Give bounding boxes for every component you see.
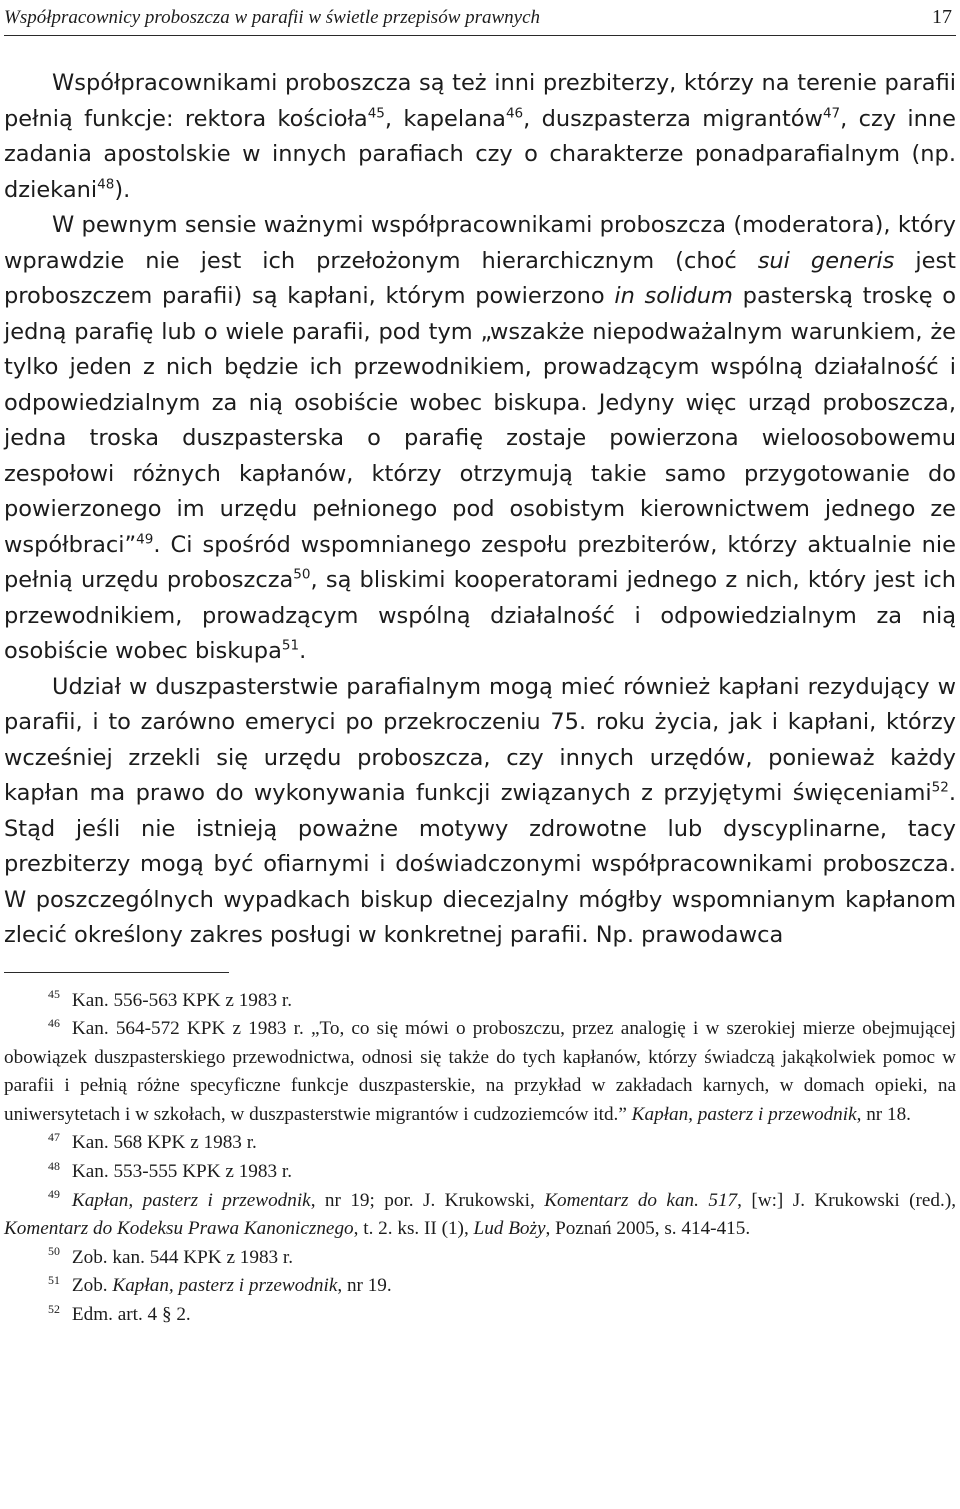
footnote-number: 45 (48, 987, 60, 1002)
footnote-text: Kan. 564-572 KPK z 1983 r. „To, co się mówi o proboszczu, przez analogię i w szerokiej mierze obejmującej obowiązek duszpasterskiego przewodnictwa, odnosi się także do tych kapłanów, którzy świadczą jakąkolwiek pomoc w parafii i pełnią różne specyficzne funkcje duszpasterskie, na przykład w zakładach karnych, w domach opieki, na uniwersytetach i w szkołach, w duszpasterstwie migrantów i cudzoziemców itd.” (4, 1018, 956, 1125)
page-number: 17 (932, 6, 952, 28)
footnote-47 (4, 1129, 956, 1158)
footnote-ref-47[interactable]: 47 (822, 105, 841, 121)
text-span: pasterską troskę o jedną parafię lub o wiele parafii, pod tym „wszakże niepodważalnym warunkiem, że tylko jeden z nich będzie ich przewodnikiem, prowadzącym wspólną działalność i odpowiedzialnym za nią osobiście wobec biskupa. Jedyny więc urząd proboszcza, jedna troska duszpasterska o parafię zostaje powierzona wieloosobowemu zespołowi różnych kapłanów, którzy otrzymują takie samo przygotowanie do powierzonego im urzędu pełnionego pod osobistym kierownictwem jednego ze współbraci” (4, 283, 956, 558)
text-span: W pewnym sensie ważnymi współpracownikami proboszcza (moderatora), który wprawdzie nie jest ich przełożonym hierarchicznym (choć (4, 212, 956, 274)
text-span: jest proboszczem parafii) są kapłani, którym powierzono (4, 247, 956, 309)
footnote-text: , nr 19. (337, 1275, 392, 1297)
paragraph-2 (4, 208, 956, 670)
text-span: , duszpasterza migrantów (523, 105, 823, 132)
footnote-text: , Poznań 2005, s. 414-415. (545, 1218, 751, 1240)
citation-title: Komentarz do Kodeksu Prawa Kanonicznego (4, 1218, 354, 1240)
text-span: , są bliskimi kooperatorami jednego z nich, który jest ich przewodnikiem, prowadzącym wspólną działalność i odpowiedzialnym za nią osobiście wobec biskupa (4, 567, 956, 664)
footnotes (4, 987, 956, 1330)
footnote-number: 49 (48, 1187, 60, 1202)
footnote-ref-51[interactable]: 51 (281, 637, 300, 654)
footnote-ref-49[interactable]: 49 (136, 531, 154, 547)
footnote-text: , [w:] J. Krukowski (red.), (737, 1189, 956, 1211)
footnote-50 (4, 1244, 956, 1273)
footnote-49 (4, 1187, 956, 1244)
footnote-ref-50[interactable]: 50 (293, 566, 311, 583)
footnote-number: 46 (48, 1015, 60, 1030)
text-span: , kapelana (384, 105, 506, 132)
text-span: . (299, 638, 307, 664)
text-span: . Stąd jeśli nie istnieją poważne motywy zdrowotne lub dyscyplinarne, tacy prezbiterzy mogą być ofiarnymi i doświadczonymi współpracownikami proboszcza. W poszczególnych wypadkach biskup diecezjalny mógłby wspomnianym kapłanom zlecić określony zakres posługi w konkretnej parafii. Np. prawodawca (4, 780, 956, 948)
footnote-ref-48[interactable]: 48 (97, 176, 115, 192)
citation-title: Kapłan, pasterz i przewodnik (631, 1103, 857, 1125)
footnote-45 (4, 987, 956, 1016)
footnote-text: Kan. 556-563 KPK z 1983 r. (71, 989, 292, 1011)
citation-title: Lud Boży (473, 1218, 546, 1240)
footnote-number: 48 (48, 1158, 60, 1173)
footnote-number: 51 (48, 1273, 60, 1288)
footnote-divider (4, 972, 229, 973)
citation-title: Kapłan, pasterz i przewodnik (112, 1275, 338, 1297)
footnote-text: , nr 18. (856, 1103, 911, 1125)
running-header (4, 0, 956, 36)
footnote-ref-46[interactable]: 46 (505, 105, 524, 121)
footnote-ref-52[interactable]: 52 (931, 779, 949, 796)
footnote-51 (4, 1272, 956, 1301)
text-span: , czy inne zadania apostolskie w innych parafiach czy o charakterze ponadparafialnym (np. dziekani (4, 105, 956, 203)
paragraph-1 (4, 66, 956, 208)
footnote-text: Zob. kan. 544 KPK z 1983 r. (71, 1246, 294, 1268)
footnote-52 (4, 1301, 956, 1330)
footnote-number: 47 (48, 1130, 60, 1145)
footnote-text: Zob. (71, 1275, 113, 1297)
text-span: . Ci spośród wspomnianego zespołu prezbiterów, którzy aktualnie nie pełnią urzędu proboszcza (4, 531, 956, 593)
paragraph-3 (4, 670, 956, 954)
running-title: Współpracownicy proboszcza w parafii w świetle przepisów prawnych (4, 6, 541, 28)
footnote-48 (4, 1158, 956, 1187)
citation-title: Komentarz do kan. 517 (544, 1189, 738, 1211)
footnote-number: 52 (48, 1301, 60, 1316)
footnote-text: Edm. art. 4 § 2. (71, 1304, 191, 1326)
main-text (4, 66, 956, 954)
italic-term: sui generis (757, 247, 895, 274)
citation-title: Kapłan, pasterz i przewodnik (71, 1189, 311, 1211)
text-span: Współpracownikami proboszcza są też inni prezbiterzy, którzy na terenie parafii pełnią funkcje: rektora kościoła (4, 70, 956, 132)
text-span: Udział w duszpasterstwie parafialnym mogą mieć również kapłani rezydujący w parafii, i to zarówno emeryci po przekroczeniu 75. roku życia, jak i kapłani, którzy wcześniej zrzekli się urzędu proboszcza, czy innych urzędów, ponieważ każdy kapłan ma prawo do wykonywania funkcji związanych z przyjętymi święceniami (4, 673, 956, 806)
footnote-ref-45[interactable]: 45 (367, 105, 385, 121)
footnote-text: , nr 19; por. J. Krukowski, (310, 1189, 545, 1211)
footnote-text: Kan. 553-555 KPK z 1983 r. (71, 1161, 292, 1183)
footnote-number: 50 (48, 1244, 60, 1259)
text-span: ). (114, 176, 131, 203)
footnote-text: , t. 2. ks. II (1), (353, 1218, 474, 1240)
footnote-46 (4, 1015, 956, 1129)
italic-term: in solidum (614, 283, 733, 309)
footnote-text: Kan. 568 KPK z 1983 r. (71, 1132, 257, 1154)
